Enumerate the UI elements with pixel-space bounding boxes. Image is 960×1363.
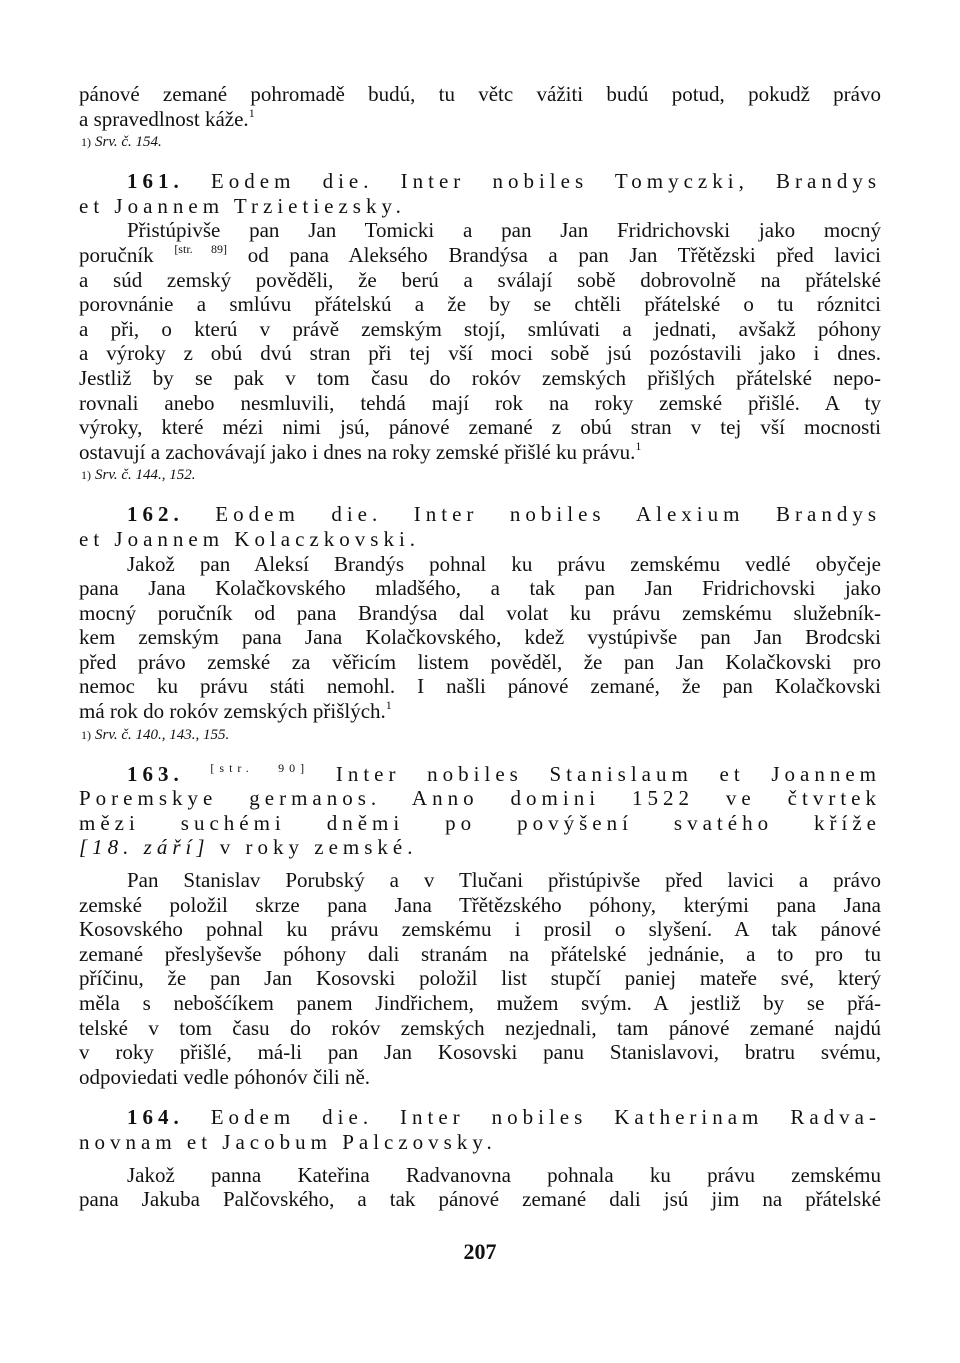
- text-line: Jakož pan Aleksí Brandýs pohnal ku právu zemskému vedlé obyčeje: [127, 551, 881, 576]
- spacer: [79, 486, 881, 502]
- text-line: Kosovského pohnal ku právu zemskému i prosil o slyšení. A tak pánové: [79, 917, 881, 942]
- section-heading: [79, 762, 881, 787]
- section-heading: [79, 1105, 881, 1130]
- text-line: pana Jakuba Palčovského, a tak pánové zemané dali jsú jim na přátelské: [79, 1187, 881, 1212]
- footnote-ref: 1: [248, 105, 255, 120]
- section-heading: [79, 502, 881, 527]
- text-line: nemoc ku právu státi nemohl. I našli pánové zemané, že pan Kolačkovski: [79, 674, 881, 699]
- footnote-mark: 1): [81, 727, 91, 742]
- spacer: [79, 860, 881, 868]
- section-heading: et Joannem Kolaczkovski.: [79, 526, 421, 551]
- text-span: poručník: [79, 242, 154, 267]
- section-number: 164.: [127, 1105, 184, 1130]
- section-heading: [79, 835, 881, 860]
- text-line: [79, 440, 881, 465]
- text-span: má rok do rokóv zemských přišlých.: [79, 699, 386, 724]
- page-ref: [str. 90]: [210, 760, 310, 775]
- page-number: 207: [463, 1239, 497, 1264]
- text-line: a výroky z obú dvú stran při tej vší moci sobě jsú pozóstavili jako i dnes.: [79, 341, 881, 366]
- section-number: 161.: [127, 169, 184, 194]
- text-line: příčinu, že pan Jan Kosovski položil list stupčí paniej mateře své, který: [79, 966, 881, 991]
- heading-text: v roky zemské.: [219, 835, 418, 860]
- footnote: [79, 464, 881, 486]
- text-line: Pan Stanislav Porubský a v Tlučani přistúpivše před lavici a právo: [127, 868, 881, 893]
- text-line: Jakož panna Kateřina Radvanovna pohnala ku právu zemskému: [127, 1162, 881, 1187]
- text-line: mocný poručník od pana Brandýsa dal volat ku právu zemskému služebník-: [79, 600, 881, 625]
- text-line: telské v tom času do rokóv zemských nezjednali, tam pánové zemané najdú: [79, 1015, 881, 1040]
- section-162: [79, 502, 881, 745]
- text-line: pana Jana Kolačkovského mladšého, a tak pan Jan Fridrichovski jako: [79, 576, 881, 601]
- section-164: [79, 1105, 881, 1211]
- heading-text: Inter nobiles Stanislaum et Joannem: [335, 761, 881, 786]
- section-heading: et Joannem Trzietiezsky.: [79, 193, 406, 218]
- text-line: a súd zemský pověděli, že berú a sválají sobě dobrovolně na přátelské: [79, 267, 881, 292]
- text-line: [79, 107, 881, 132]
- text-line: v roky přišlé, má-li pan Jan Kosovski panu Stanislavovi, bratru svému,: [79, 1040, 881, 1065]
- text-line: rovnali anebo nesmluvili, tehdá mají rok na roky zemské přišlé. A ty: [79, 390, 881, 415]
- text-line: Jestliž by se pak v tom času do rokóv zemských přišlých přátelské nepo-: [79, 365, 881, 390]
- footnote: [79, 131, 881, 153]
- footnote-text: Srv. č. 144., 152.: [95, 467, 196, 484]
- date-note: [18. září]: [79, 835, 210, 860]
- heading-text: Eodem die. Inter nobiles Tomyczki, Brandys: [210, 169, 881, 194]
- footnote-ref: 1: [635, 438, 642, 453]
- section-heading: [79, 169, 881, 194]
- text-line: odpoviedati vedle póhonóv čili ně.: [79, 1064, 371, 1089]
- section-160-tail: [79, 82, 881, 153]
- spacer: [79, 746, 881, 762]
- heading-text: Eodem die. Inter nobiles Alexium Brandys: [215, 502, 881, 527]
- text-line: pánové zemané pohromadě budú, tu větc vážiti budú potud, pokudž právo: [79, 82, 881, 106]
- text-line: měla s nebošćíkem panem Jindřichem, mužem svým. A jestliž by se přá-: [79, 991, 881, 1015]
- text-line: výroky, které mézi nimi jsú, pánové zemané z obú stran v tej vší mocnosti: [79, 415, 881, 440]
- section-number: 163.: [127, 761, 184, 786]
- text-line: před právo zemské za věřicím listem pověděl, že pan Jan Kolačkovski pro: [79, 649, 881, 674]
- text-span: ostavují a zachovávají jako i dnes na roky zemské přišlé ku právu.: [79, 439, 636, 464]
- section-number: 162.: [127, 502, 184, 527]
- footnote-text: Srv. č. 154.: [95, 134, 162, 151]
- text-line: a při, o kterú v právě zemským stojí, smlúvati a jednati, avšakž póhony: [79, 316, 881, 341]
- footnote: [79, 724, 881, 746]
- text-line: kem zemským pana Jana Kolačkovského, kdež vystúpivše pan Jan Brodcski: [79, 625, 881, 650]
- text-line: [79, 699, 881, 724]
- section-161: [79, 169, 881, 486]
- section-163: [79, 762, 881, 1090]
- text-span: a spravedlnost káže.: [79, 106, 249, 131]
- page-body: [79, 82, 881, 1212]
- page-ref: [str. 89]: [174, 241, 228, 256]
- section-heading: Poremskye germanos. Anno domini 1522 ve čtvrtek: [79, 786, 881, 811]
- footnote-text: Srv. č. 140., 143., 155.: [95, 726, 230, 743]
- text-line: zemané přeslyševše póhony dali stranám na přátelské jednánie, a to pro tu: [79, 941, 881, 966]
- text-line: Přistúpivše pan Jan Tomicki a pan Jan Fridrichovski jako mocný: [127, 218, 881, 243]
- spacer: [79, 153, 881, 169]
- text-line: zemské položil skrze pana Jana Třětězského póhony, kterými pana Jana: [79, 892, 881, 917]
- spacer: [79, 1089, 881, 1105]
- text-line: [79, 243, 881, 268]
- footnote-ref: 1: [385, 698, 392, 713]
- section-heading: mězi suchémi dněmi po povýšení svatého kříže: [79, 810, 881, 835]
- section-heading: novnam et Jacobum Palczovsky.: [79, 1129, 497, 1154]
- footnote-mark: 1): [81, 468, 91, 483]
- text-line: porovnánie a smlúvu přátelskú a že by se chtěli přátelské o tu róznitci: [79, 292, 881, 317]
- text-span: od pana Aleksého Brandýsa a pan Jan Třětězski před lavici: [247, 242, 882, 267]
- heading-text: Eodem die. Inter nobiles Katherinam Radva-: [210, 1105, 881, 1130]
- footnote-mark: 1): [81, 135, 91, 150]
- spacer: [79, 1155, 881, 1163]
